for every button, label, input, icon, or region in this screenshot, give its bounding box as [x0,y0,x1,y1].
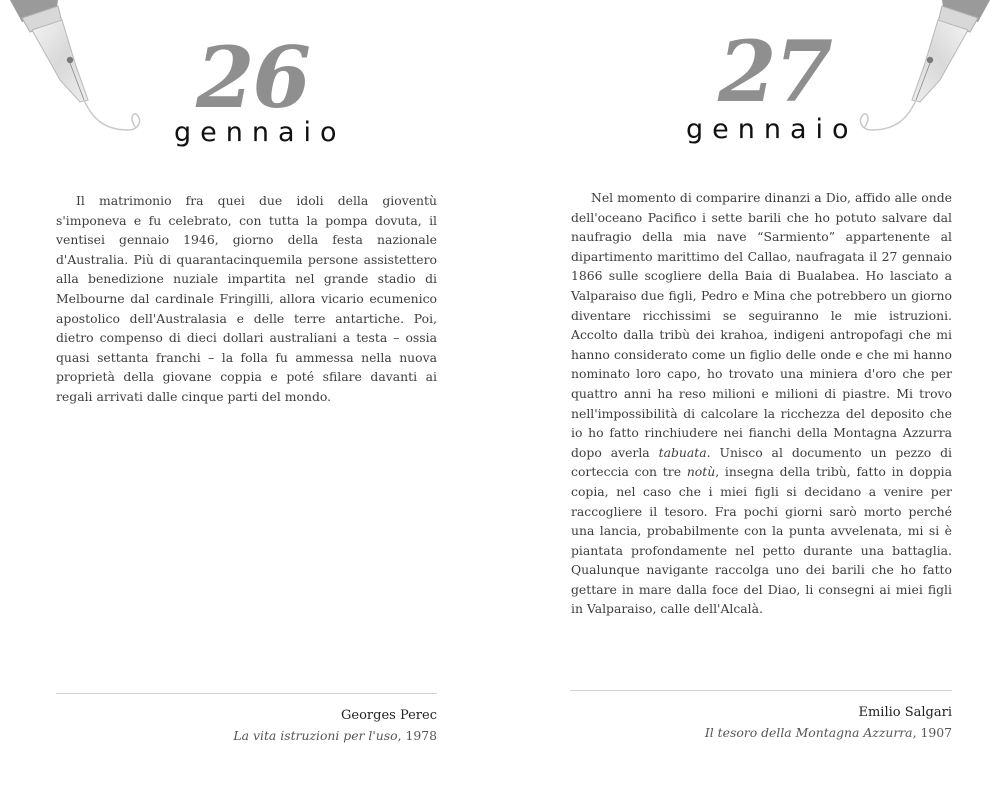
quote-text [56,191,437,407]
divider [56,693,437,694]
fountain-pen-icon [0,0,150,146]
divider [570,690,952,691]
quote-italic-term: tabuata [658,444,707,460]
quote-segment: Nel momento di comparire dinanzi a Dio, affido alle onde dell'oceano Pacifico i sette barili che ho potuto salvare dal naufragio della mia nave “Sarmiento” appartenente al dipartimento marittimo del Callao, naufragata il 27 gennaio 1866 sulle scogliere della Baia di Bualabea. Ho lasciato a Valparaiso due figli, Pedro e Mina che potrebbero un giorno diventare ricchissimi se seguiranno le mie istruzioni. Accolto dalla tribù dei krahoa, indigeni antropofagi che mi hanno considerato come un figlio delle onde e che mi hanno nominato loro capo, ho trovato una miniera d'oro che per quattro anni ha reso milioni e milioni di piastre. Mi trovo nell'impossibilità di calcolare la ricchezza del deposito che io ho fatto rinchiudere nei fianchi della Montagna Azzurra dopo averla [571,190,952,460]
source-line [233,726,437,746]
quote-text [571,188,952,619]
quote-segment: . Unisco al documento un pezzo di corteccia con tre [571,444,953,480]
publication-year: , 1907 [912,725,952,740]
quote-italic-term: notù [686,464,716,480]
source-line [705,723,952,743]
publication-year: , 1978 [397,728,437,743]
right-page [500,0,1000,786]
quote-paragraph: Il matrimonio fra quei due idoli della gioventù s'imponeva e fu celebrato, con tutta la pompa dovuta, il ventisei gennaio 1946, giorno della festa nazionale d'Australia. Più di quarantacinquemila persone assistettero alla benedizione nuziale impartita nel grande stadio di Melbourne dal cardinale Fringilli, allora vicario ecumenico apostolico dell'Australasia e delle terre antartiche. Poi, dietro compenso di dieci dollari australiani a testa – ossia quasi settanta franchi – la folla fu ammessa nella nuova proprietà della giovane coppia e poté sfilare davanti ai regali arrivati dalle cinque parti del mondo. [56,193,437,404]
quote-segment: , insegna della tribù, fatto in doppia copia, nel caso che i miei figli si decidano a venire per raccogliere il tesoro. Fra pochi giorni sarò morto perché una lancia, probabilmente con la punta avvelenata, mi si è piantata profondamente nel petto durante una battaglia. Qualunque navigante raccolga uno dei barili che ho fatto gettare in mare dalla foce del Diao, li consegni ai miei figli in Valparaiso, calle dell'Alcalà. [571,464,952,617]
attribution [705,703,952,743]
month-label: gennaio [174,117,346,148]
attribution [233,706,437,746]
author-name: Emilio Salgari [858,705,952,720]
day-number: 27 [718,22,831,121]
day-number: 26 [196,28,309,127]
work-title: La vita istruzioni per l'uso [233,728,398,743]
author-name: Georges Perec [341,708,437,723]
work-title: Il tesoro della Montagna Azzurra [704,725,913,740]
fountain-pen-icon [850,0,1000,146]
month-label: gennaio [686,114,858,145]
